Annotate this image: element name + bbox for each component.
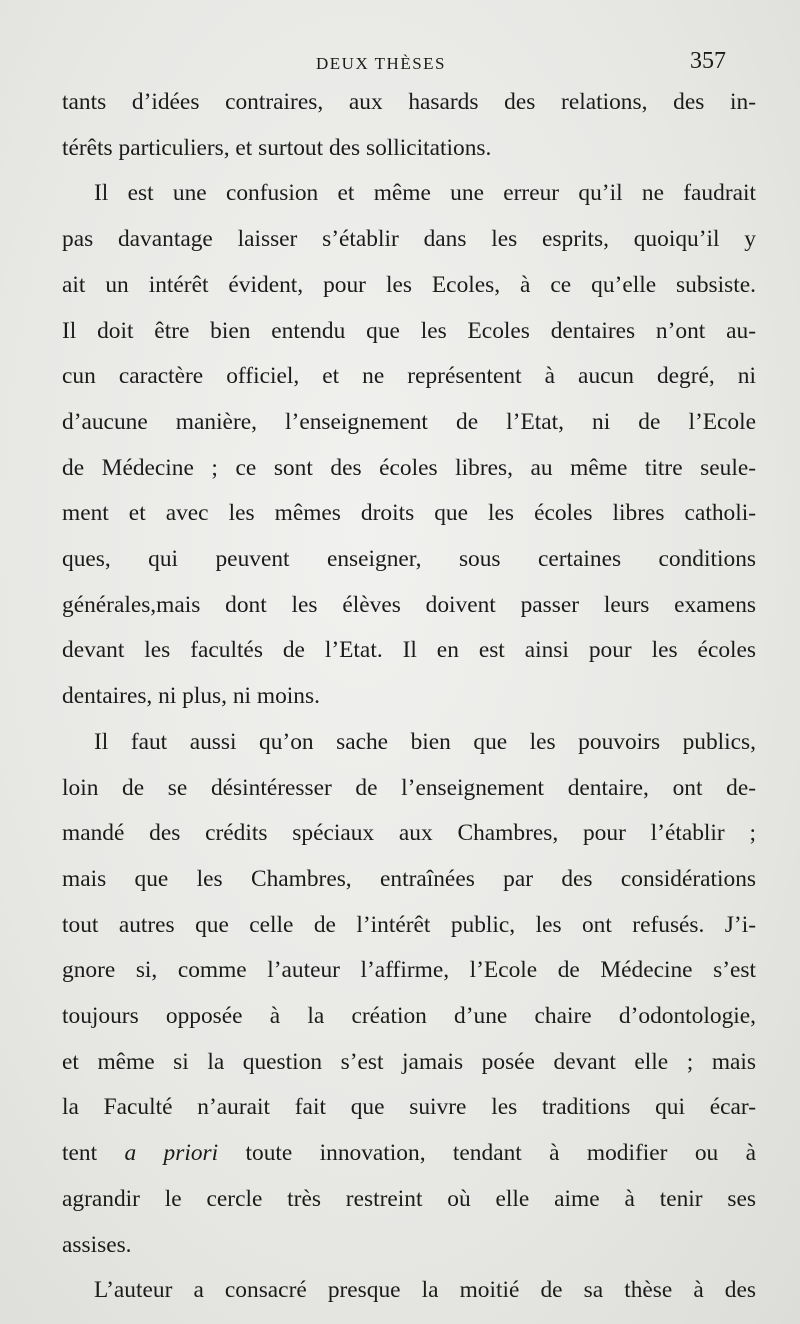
italic-phrase: a priori bbox=[124, 1140, 219, 1167]
text-line: toujours opposée à la création d’une chaire d’odontologie, bbox=[62, 1003, 756, 1030]
text-line: tants d’idées contraires, aux hasards des relations, des in- bbox=[62, 89, 756, 115]
text-line: mandé des crédits spéciaux aux Chambres, pour l’établir ; bbox=[62, 820, 756, 847]
text-line: térêts particuliers, et surtout des sollicitations. bbox=[62, 134, 492, 161]
text-line: ques, qui peuvent enseigner, sous certaines conditions bbox=[62, 546, 756, 573]
body-text bbox=[50, 80, 756, 1314]
text-line: mais que les Chambres, entraînées par des considérations bbox=[62, 865, 756, 892]
text-line: et même si la question s’est jamais posée devant elle ; mais bbox=[62, 1048, 756, 1075]
text-line: tout autres que celle de l’intérêt public, les ont refusés. J’i- bbox=[62, 911, 756, 938]
text-line: ment et avec les mêmes droits que les écoles libres catholi- bbox=[62, 500, 756, 527]
text-line: agrandir le cercle très restreint où elle aime à tenir ses bbox=[62, 1185, 756, 1212]
text-line: ait un intérêt évident, pour les Ecoles, à ce qu’elle subsiste. bbox=[62, 271, 756, 298]
text-line: dentaires, ni plus, ni moins. bbox=[62, 683, 320, 710]
running-head bbox=[0, 48, 800, 76]
text-line: Il faut aussi qu’on sache bien que les pouvoirs publics, bbox=[94, 728, 756, 755]
page-number: 357 bbox=[690, 48, 726, 74]
text-line: de Médecine ; ce sont des écoles libres, au même titre seule- bbox=[62, 454, 756, 481]
text-line: générales,mais dont les élèves doivent passer leurs examens bbox=[62, 591, 756, 618]
text-line: assises. bbox=[62, 1231, 132, 1258]
text-line: gnore si, comme l’auteur l’affirme, l’Ecole de Médecine s’est bbox=[62, 957, 756, 984]
text-line: tent a priori toute innovation, tendant à modifier ou à bbox=[62, 1140, 756, 1167]
text-line: d’aucune manière, l’enseignement de l’Etat, ni de l’Ecole bbox=[62, 408, 756, 435]
text-line: Il est une confusion et même une erreur qu’il ne faudrait bbox=[94, 180, 756, 207]
running-title: DEUX THÈSES bbox=[316, 54, 446, 73]
text-line: devant les facultés de l’Etat. Il en est ainsi pour les écoles bbox=[62, 637, 756, 664]
text-line: Il doit être bien entendu que les Ecoles dentaires n’ont au- bbox=[62, 317, 756, 344]
text-line: L’auteur a consacré presque la moitié de sa thèse à des bbox=[94, 1277, 756, 1304]
text-line: pas davantage laisser s’établir dans les esprits, quoiqu’il y bbox=[62, 226, 756, 253]
text-line: cun caractère officiel, et ne représentent à aucun degré, ni bbox=[62, 363, 756, 390]
text-line: la Faculté n’aurait fait que suivre les traditions qui écar- bbox=[62, 1094, 756, 1121]
text-line: loin de se désintéresser de l’enseignement dentaire, ont de- bbox=[62, 774, 756, 801]
